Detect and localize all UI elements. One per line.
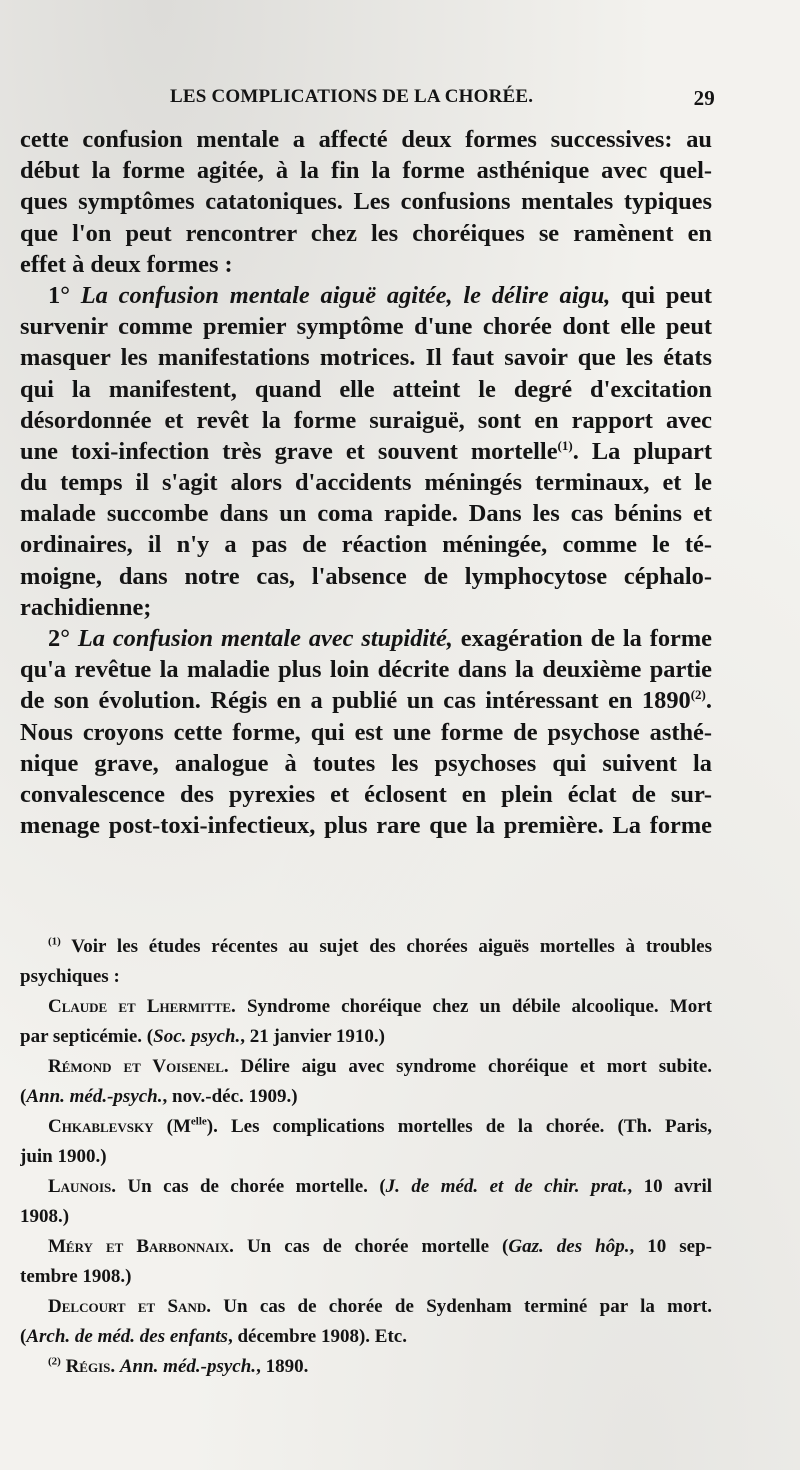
footnote-line xyxy=(20,992,712,1022)
footnote-line xyxy=(20,1082,712,1112)
text-line: cette confusion mentale a affecté deux formes successives: au xyxy=(20,126,712,153)
journal-title: Arch. de méd. des enfants xyxy=(26,1326,228,1347)
footnote-line xyxy=(20,1232,712,1262)
text-line xyxy=(20,623,712,654)
text-run: une toxi-infection très grave et souvent mortelle xyxy=(20,437,558,465)
text-run: ). Les complications mortelles de la chorée. (Th. Paris, xyxy=(206,1116,712,1137)
text-run: . La plupart xyxy=(572,437,712,465)
text-line: désordonnée et revêt la forme suraiguë, sont en rapport avec xyxy=(20,406,712,434)
footnote-line xyxy=(20,1322,712,1352)
text-line: Nous croyons cette forme, qui est une forme de psychose asthé- xyxy=(20,718,712,746)
text-line: menage post-toxi-infectieux, plus rare que la première. La forme xyxy=(20,812,712,840)
footnote-line xyxy=(20,1112,712,1142)
author-name: Régis. xyxy=(65,1356,116,1377)
text-line: masquer les manifestations motrices. Il faut savoir que les états xyxy=(20,344,712,372)
footnote-line: 1908.) xyxy=(20,1206,70,1227)
author-name: Chkablevsky xyxy=(48,1116,154,1137)
footnote-line xyxy=(20,1052,712,1082)
footnote-line xyxy=(20,1352,712,1382)
text-line: qui la manifestent, quand elle atteint le degré d'excitation xyxy=(20,375,712,403)
journal-title: Soc. psych. xyxy=(153,1026,241,1047)
text-run: Délire aigu avec syndrome choréique et mort subite. xyxy=(240,1056,712,1077)
text-line: effet à deux formes : xyxy=(20,250,233,278)
footnote-line: juin 1900.) xyxy=(20,1146,107,1167)
text-run: , 10 sep- xyxy=(629,1236,712,1257)
footnote-line xyxy=(20,1022,712,1052)
text-run: , 10 avril xyxy=(627,1176,712,1197)
author-name: Launois. xyxy=(48,1176,116,1197)
text-line: ques symptômes catatoniques. Les confusions mentales typiques xyxy=(20,188,712,216)
text-line xyxy=(20,685,712,716)
list-number: 2° xyxy=(48,625,70,652)
author-name: Méry et Barbonnaix. xyxy=(48,1236,234,1257)
text-line: qu'a revêtue la maladie plus loin décrite dans la deuxième partie xyxy=(20,656,712,684)
running-title: LES COMPLICATIONS DE LA CHORÉE. xyxy=(170,86,534,107)
italic-term: La confusion mentale aiguë agitée, le délire aigu, xyxy=(80,281,611,309)
text-run: Un cas de chorée de Sydenham terminé par la mort. xyxy=(223,1296,712,1317)
text-line xyxy=(20,280,712,311)
footnote-marker: (2) xyxy=(48,1355,61,1368)
text-run: (M xyxy=(166,1116,191,1137)
footnote-line: tembre 1908.) xyxy=(20,1266,132,1287)
footnote-line xyxy=(20,1292,712,1322)
text-run: , décembre 1908). Etc. xyxy=(227,1326,407,1347)
text-line: nique grave, analogue à toutes les psychoses qui suivent la xyxy=(20,749,712,777)
text-run: . xyxy=(705,687,712,715)
list-number: 1° xyxy=(48,281,70,309)
page-number: 29 xyxy=(693,86,715,110)
text-run: ( xyxy=(20,1326,27,1347)
main-text xyxy=(20,124,712,841)
text-run: Un cas de chorée mortelle. ( xyxy=(127,1176,386,1197)
text-run: , 21 janvier 1910.) xyxy=(240,1026,385,1047)
text-run: de son évolution. Régis en a publié un cas intéressant en 1890 xyxy=(20,687,691,715)
text-run: Syndrome choréique chez un débile alcoolique. Mort xyxy=(246,996,712,1017)
text-line: malade succombe dans un coma rapide. Dans les cas bénins et xyxy=(20,500,712,528)
text-run: Voir les études récentes au sujet des chorées aiguës mortelles à troubles xyxy=(71,936,712,957)
text-line: que l'on peut rencontrer chez les choréiques se ramènent en xyxy=(20,219,712,247)
text-line: rachidienne; xyxy=(20,593,152,621)
author-name: Rémond et Voisenel. xyxy=(48,1056,229,1077)
author-name: Delcourt et Sand. xyxy=(48,1296,211,1317)
author-name: Claude et Lhermitte. xyxy=(48,996,236,1017)
running-header xyxy=(170,80,715,116)
journal-title: Ann. méd.-psych. xyxy=(26,1086,163,1107)
text-run: ( xyxy=(20,1086,27,1107)
footnote-marker: (1) xyxy=(48,935,61,948)
text-run: Un cas de chorée mortelle ( xyxy=(246,1236,509,1257)
text-run: , nov.-déc. 1909.) xyxy=(162,1086,298,1107)
text-run: , 1890. xyxy=(256,1356,309,1377)
text-line: début la forme agitée, à la fin la forme asthénique avec quel- xyxy=(20,157,712,185)
text-run: par septicémie. ( xyxy=(20,1026,154,1047)
italic-term: La confusion mentale avec stupidité, xyxy=(77,625,453,652)
footnote-line xyxy=(20,932,712,962)
journal-title: J. de méd. et de chir. prat. xyxy=(385,1176,628,1197)
superscript: elle xyxy=(190,1115,207,1128)
journal-title: Gaz. des hôp. xyxy=(508,1236,630,1257)
text-run: exagération de la forme xyxy=(460,625,712,652)
text-line: convalescence des pyrexies et éclosent en plein éclat de sur- xyxy=(20,780,712,808)
text-line: ordinaires, il n'y a pas de réaction méningée, comme le té- xyxy=(20,531,712,559)
text-line xyxy=(20,436,712,467)
text-line: moigne, dans notre cas, l'absence de lymphocytose céphalo- xyxy=(20,562,712,590)
journal-title: Ann. méd.-psych. xyxy=(119,1356,257,1377)
text-line: du temps il s'agit alors d'accidents méningés terminaux, et le xyxy=(20,469,712,497)
text-line: survenir comme premier symptôme d'une chorée dont elle peut xyxy=(20,313,712,341)
footnote-line xyxy=(20,1172,712,1202)
footnotes xyxy=(20,932,712,1382)
footnote-ref: (2) xyxy=(690,687,706,703)
footnote-ref: (1) xyxy=(557,437,573,453)
text-run: qui peut xyxy=(621,281,712,309)
footnote-line: psychiques : xyxy=(20,966,120,987)
